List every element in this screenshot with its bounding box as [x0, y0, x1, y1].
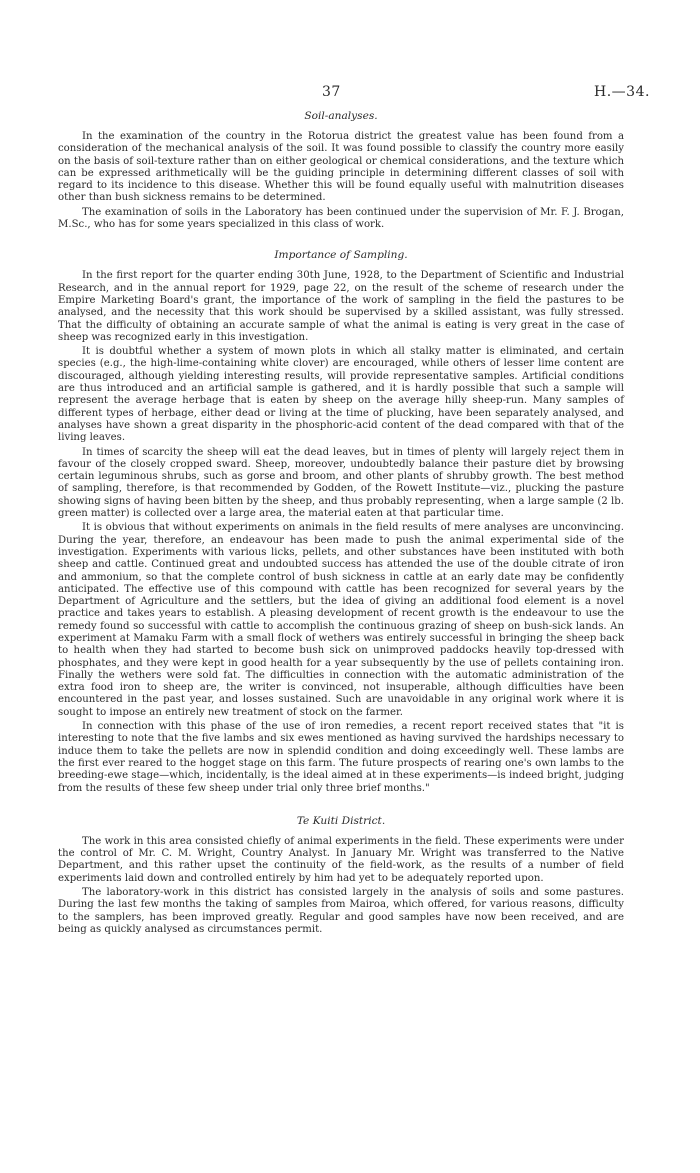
section-heading: Importance of Sampling. [274, 249, 408, 262]
paragraph: The laboratory-work in this district has consisted largely in the analysis of soils and some pastures. During the last few months the taking of samples from Mairoa, which offered, for various reasons, difficulty to the samplers, has been improved greatly. Regular and good samples have now been received, and are being as quickly analysed as circumstances permit. [58, 887, 624, 935]
document-reference: H.—34. [594, 84, 650, 100]
paragraph: It is obvious that without experiments on animals in the field results of mere analyses are unconvincing. During the year, therefore, an endeavour has been made to push the animal experimental side of the investigation. Experiments with various licks, pellets, and other substances have been instituted with both sheep and cattle. Continued great and undoubted success has attended the use of the double citrate of iron and ammonium, so that the complete control of bush sickness in cattle at an early date may be confidently anticipated. The effective use of this compound with cattle has been recognized for several years by the Department of Agriculture and the settlers, but the idea of giving an additional food element is a novel practice and takes years to establish. A pleasing development of recent growth is the endeavour to use the remedy found so successful with cattle to accomplish the continuous grazing of sheep on bush-sick lands. An experiment at Mamaku Farm with a small flock of wethers was entirely successful in bringing the sheep back to health when they had started to become bush sick on unimproved paddocks heavily top-dressed with phosphates, and they were kept in good health for a year subsequently by the use of pellets containing iron. Finally the wethers were sold fat. The difficulties in connection with the automatic administration of the extra food iron to sheep are, the writer is convinced, not insuperable, although difficulties have been encountered in the past year, and losses sustained. Such are unavoidable in any original work where it is sought to impose an entirely new treatment of stock on the farmer. [58, 522, 624, 718]
paragraph: In the first report for the quarter ending 30th June, 1928, to the Department of Scientific and Industrial Research, and in the annual report for 1929, page 22, on the result of the scheme of research under the Empire Marketing Board's grant, the importance of the work of sampling in the field the pastures to be analysed, and the necessity that this work should be supervised by a skilled assistant, was fully stressed. That the difficulty of obtaining an accurate sample of what the animal is eating is very great in the case of sheep was recognized early in this investigation. [58, 270, 624, 343]
section-gap [58, 233, 624, 249]
paragraph: It is doubtful whether a system of mown plots in which all stalky matter is eliminated, and certain species (e.g., the high-lime-containing white clover) are encouraged, while others of lesser lime content are discouraged, although yielding interesting results, will provide representative samples. Artificial conditions are thus introduced and an artificial sample is gathered, and it is hardly possible that such a sample will represent the average herbage that is eaten by sheep on the average hilly sheep-run. Many samples of different types of herbage, either dead or living at the time of plucking, have been separately analysed, and analyses have shown a great disparity in the phosphoric-acid content of the dead compared with that of the living leaves. [58, 346, 624, 444]
page-header [0, 84, 700, 104]
section-soil-analyses [58, 110, 624, 231]
section-te-kuiti-district [58, 815, 624, 936]
page-number: 37 [322, 84, 341, 100]
paragraph: In the examination of the country in the Rotorua district the greatest value has been found from a consideration of the mechanical analysis of the soil. It was found possible to classify the country more easily on the basis of soil-texture rather than on either geological or chemical considerations, and the texture which can be expressed arithmetically will be the guiding principle in determining different classes of soil with regard to its incidence to this disease. Whether this will be found equally useful with malnutrition diseases other than bush sickness remains to be determined. [58, 131, 624, 204]
section-importance-of-sampling [58, 249, 624, 794]
section-heading: Te Kuiti District. [296, 814, 386, 827]
paragraph: The examination of soils in the Laboratory has been continued under the supervision of Mr. F. J. Brogan, M.Sc., who has for some years specialized in this class of work. [58, 206, 624, 231]
paragraph: The work in this area consisted chiefly of animal experiments in the field. These experiments were under the control of Mr. C. M. Wright, Country Analyst. In January Mr. Wright was transferred to the Native Department, and this rather upset the continuity of the field-work, as the results of a number of field experiments laid down and controlled entirely by him had yet to be adequately reported upon. [58, 835, 624, 884]
paragraph: In connection with this phase of the use of iron remedies, a recent report received states that "it is interesting to note that the five lambs and six ewes mentioned as having survived the hardships necessary to induce them to take the pellets are now in splendid condition and doing exceedingly well. These lambs are the first ever reared to the hogget stage on this farm. The future prospects of rearing one's own lambs to the breeding-ewe stage—which, incidentally, is the ideal aimed at in these experiments—is indeed bright, judging from the results of these few sheep under trial only three brief months." [58, 721, 624, 794]
section-heading: Soil-analyses. [304, 110, 378, 122]
page-body [58, 110, 624, 938]
section-gap [58, 797, 624, 815]
paragraph: In times of scarcity the sheep will eat the dead leaves, but in times of plenty will largely reject them in favour of the closely cropped sward. Sheep, moreover, undoubtedly balance their pasture diet by browsing certain leguminous shrubs, such as gorse and broom, and other plants of shrubby growth. The best method of sampling, therefore, is that recommended by Godden, of the Rowett Institute—viz., plucking the pasture showing signs of having been bitten by the sheep, and thus probably representing, when a large sample (2 lb. green matter) is collected over a large area, the material eaten at that particular time. [58, 446, 624, 520]
